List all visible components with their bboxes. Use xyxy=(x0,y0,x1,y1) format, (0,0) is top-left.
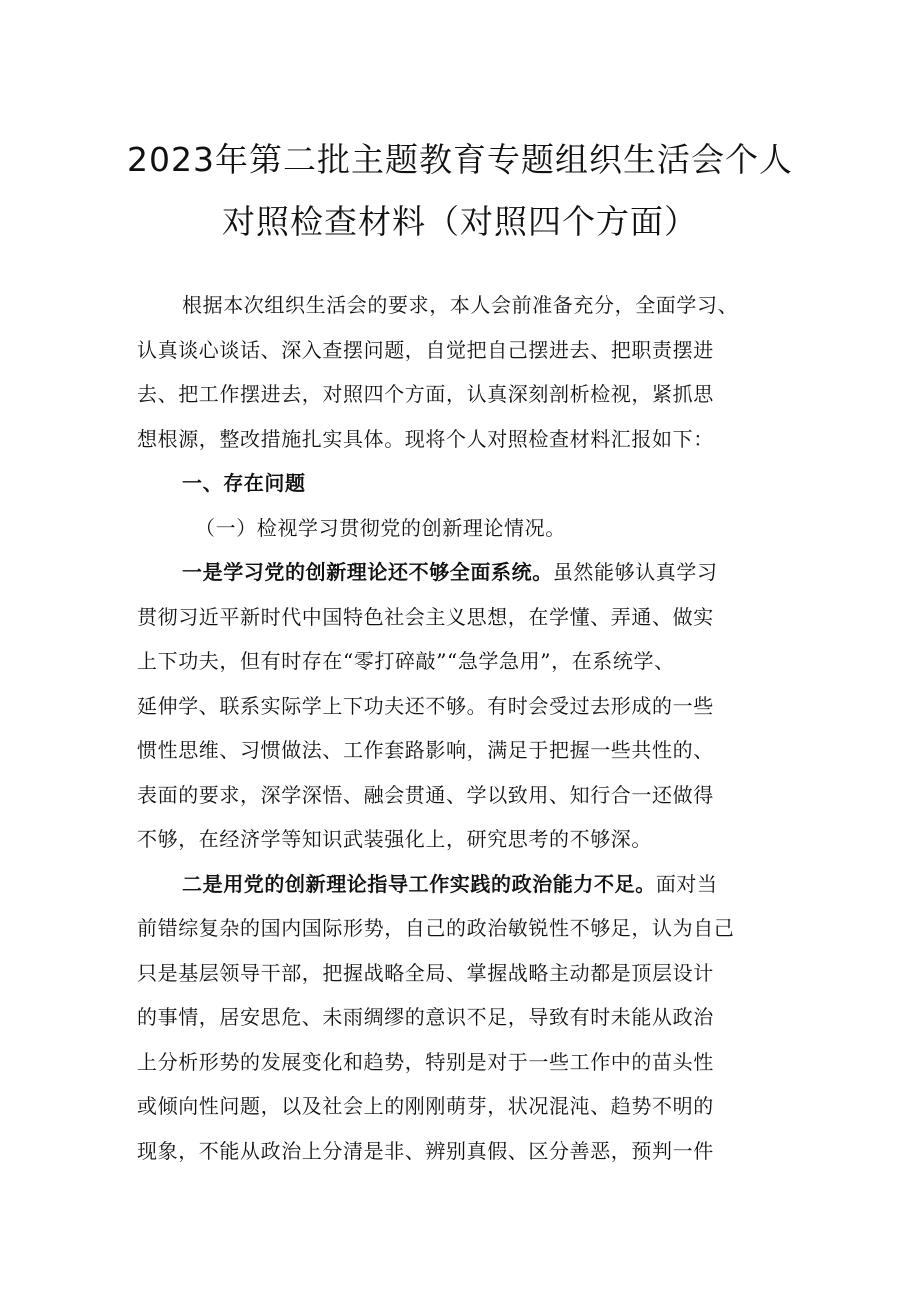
paragraph-line: 现象，不能从政治上分清是非、辨别真假、区分善恶，预判一件 xyxy=(137,1138,714,1163)
paragraph-1-lead: 一是学习党的创新理论还不够全面系统。 xyxy=(182,560,553,584)
document-body xyxy=(137,283,792,1173)
section-heading: 一、存在问题 xyxy=(182,471,306,495)
paragraph-line: 前错综复杂的国内国际形势，自己的政治敏锐性不够足，认为自己 xyxy=(137,916,735,940)
paragraph-line: 不够，在经济学等知识武装强化上，研究思考的不够深。 xyxy=(137,827,652,851)
intro-line: 想根源，整改措施扎实具体。现将个人对照检查材料汇报如下： xyxy=(137,426,714,451)
intro-line: 认真谈心谈话、深入查摆问题，自觉把自己摆进去、把职责摆进 xyxy=(137,337,714,362)
paragraph-line: 贯彻习近平新时代中国特色社会主义思想，在学懂、弄通、做实 xyxy=(137,604,714,629)
paragraph-2-first-line xyxy=(137,862,792,907)
intro-line: 根据本次组织生活会的要求，本人会前准备充分，全面学习、 xyxy=(182,293,739,317)
document-title-line-1: 2023年第二批主题教育专题组织生活会个人 xyxy=(127,140,793,179)
paragraph-line: 上下功夫，但有时存在“零打碎敲”“急学急用”，在系统学、 xyxy=(137,649,675,673)
paragraph-line: 上分析形势的发展变化和趋势，特别是对于一些工作中的苗头性 xyxy=(137,1049,714,1074)
document-title-line-2: 对照检查材料（对照四个方面） xyxy=(222,202,698,241)
paragraph-2-lead: 二是用党的创新理论指导工作实践的政治能力不足。 xyxy=(182,871,656,896)
paragraph-line: 惯性思维、习惯做法、工作套路影响，满足于把握一些共性的、 xyxy=(137,738,714,762)
paragraph-line: 只是基层领导干部，把握战略全局、掌握战略主动都是顶层设计 xyxy=(137,960,714,985)
paragraph-2-lead-rest: 面对当 xyxy=(655,871,718,896)
subsection-heading: （一）检视学习贯彻党的创新理论情况。 xyxy=(195,515,566,540)
paragraph-line: 的事情，居安思危、未雨绸缪的意识不足，导致有时未能从政治 xyxy=(137,1005,714,1029)
paragraph-1-first-line xyxy=(137,550,792,595)
paragraph-1-lead-rest: 虽然能够认真学习 xyxy=(552,560,718,584)
paragraph-line: 表面的要求，深学深悟、融会贯通、学以致用、知行合一还做得 xyxy=(137,782,714,807)
intro-line: 去、把工作摆进去，对照四个方面，认真深刻剖析检视，紧抓思 xyxy=(137,382,714,406)
paragraph-line: 或倾向性问题，以及社会上的刚刚萌芽，状况混沌、趋势不明的 xyxy=(137,1094,714,1118)
paragraph-line: 延伸学、联系实际学上下功夫还不够。有时会受过去形成的一些 xyxy=(137,693,714,718)
